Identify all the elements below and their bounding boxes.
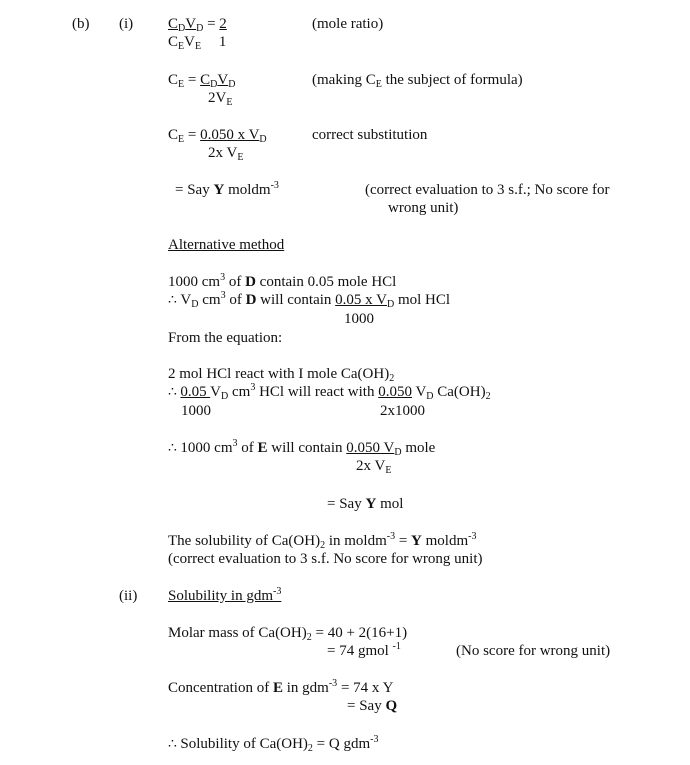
from-equation: From the equation:: [168, 330, 283, 346]
formula-ce: $C_E = C_DV_D$: [168, 72, 236, 90]
note-subject-formula: (making $C_E$ the subject of formula): [312, 72, 523, 90]
molar-mass-value: = 74 gmol $^{-1}$: [327, 641, 401, 659]
note-evaluation-2: wrong unit): [388, 200, 459, 216]
reaction-denominator-1: 1000: [181, 403, 211, 419]
note-substitution: correct substitution: [312, 127, 428, 143]
note-evaluation-1: (correct evaluation to 3 s.f.; No score for: [365, 182, 610, 198]
reaction-line-2: ∴ 0.05 $V_D$ $cm^3$ HCl will react with 0.050 $V_D$ $Ca(OH)_2$: [168, 382, 491, 402]
concentration-line: Concentration of E in gdm$^{-3}$ = 74 x Y: [168, 678, 394, 696]
say-y-moldm: = Say Y moldm$^{-3}$: [175, 180, 279, 198]
say-q: = Say Q: [347, 698, 398, 714]
final-solubility: ∴ Solubility of $Ca(OH)_2 = Q$ gdm$^{-3}$: [168, 734, 379, 754]
note-no-score-unit: (No score for wrong unit): [456, 643, 611, 659]
reaction-line-1: 2 mol HCl react with I mole $Ca(OH)_2$: [168, 366, 395, 384]
reaction-denominator-2: 2x1000: [380, 403, 425, 419]
solubility-statement: The solubility of $Ca(OH)_2$ in moldm$^{-3}$ = Y moldm$^{-3}$: [168, 531, 477, 551]
alt-line-2: ∴ $V_D$ $cm^3$ of D will contain 0.05 x $V_D$ mol HCl: [168, 290, 451, 310]
contain-line: ∴ 1000 $cm^3$ of E will contain 0.050 $V_D$ mole: [168, 438, 436, 458]
note-mole-ratio: (mole ratio): [312, 16, 384, 32]
substitution-denominator: 2x $V_E$: [208, 145, 244, 163]
part-label-b: (b): [72, 16, 90, 32]
say-y-mol: = Say Y mol: [327, 496, 404, 512]
subpart-label-i: (i): [119, 16, 134, 32]
alt-method-heading: Alternative method: [168, 237, 285, 253]
solubility-gdm-heading: Solubility in gdm$^{-3}$: [168, 586, 282, 604]
substitution-line: $C_E = 0.050$ x $V_D$: [168, 127, 267, 145]
ratio-numerator: $C_DV_D = 2$: [168, 16, 227, 34]
alt-line-1: 1000 $cm^3$ of D contain 0.05 mole HCl: [168, 272, 397, 290]
subpart-label-ii: (ii): [119, 588, 138, 604]
contain-denominator: 2x $V_E$: [356, 458, 392, 476]
alt-line-2-denominator: 1000: [344, 311, 374, 327]
molar-mass-line: Molar mass of $Ca(OH)_2 = 40 + 2(16+1)$: [168, 625, 408, 643]
note-evaluation-alt: (correct evaluation to 3 s.f. No score for wrong unit): [168, 551, 483, 567]
ratio-denominator: $C_EV_E$ 1: [168, 34, 227, 52]
formula-ce-denominator: $2V_E$: [208, 90, 233, 108]
